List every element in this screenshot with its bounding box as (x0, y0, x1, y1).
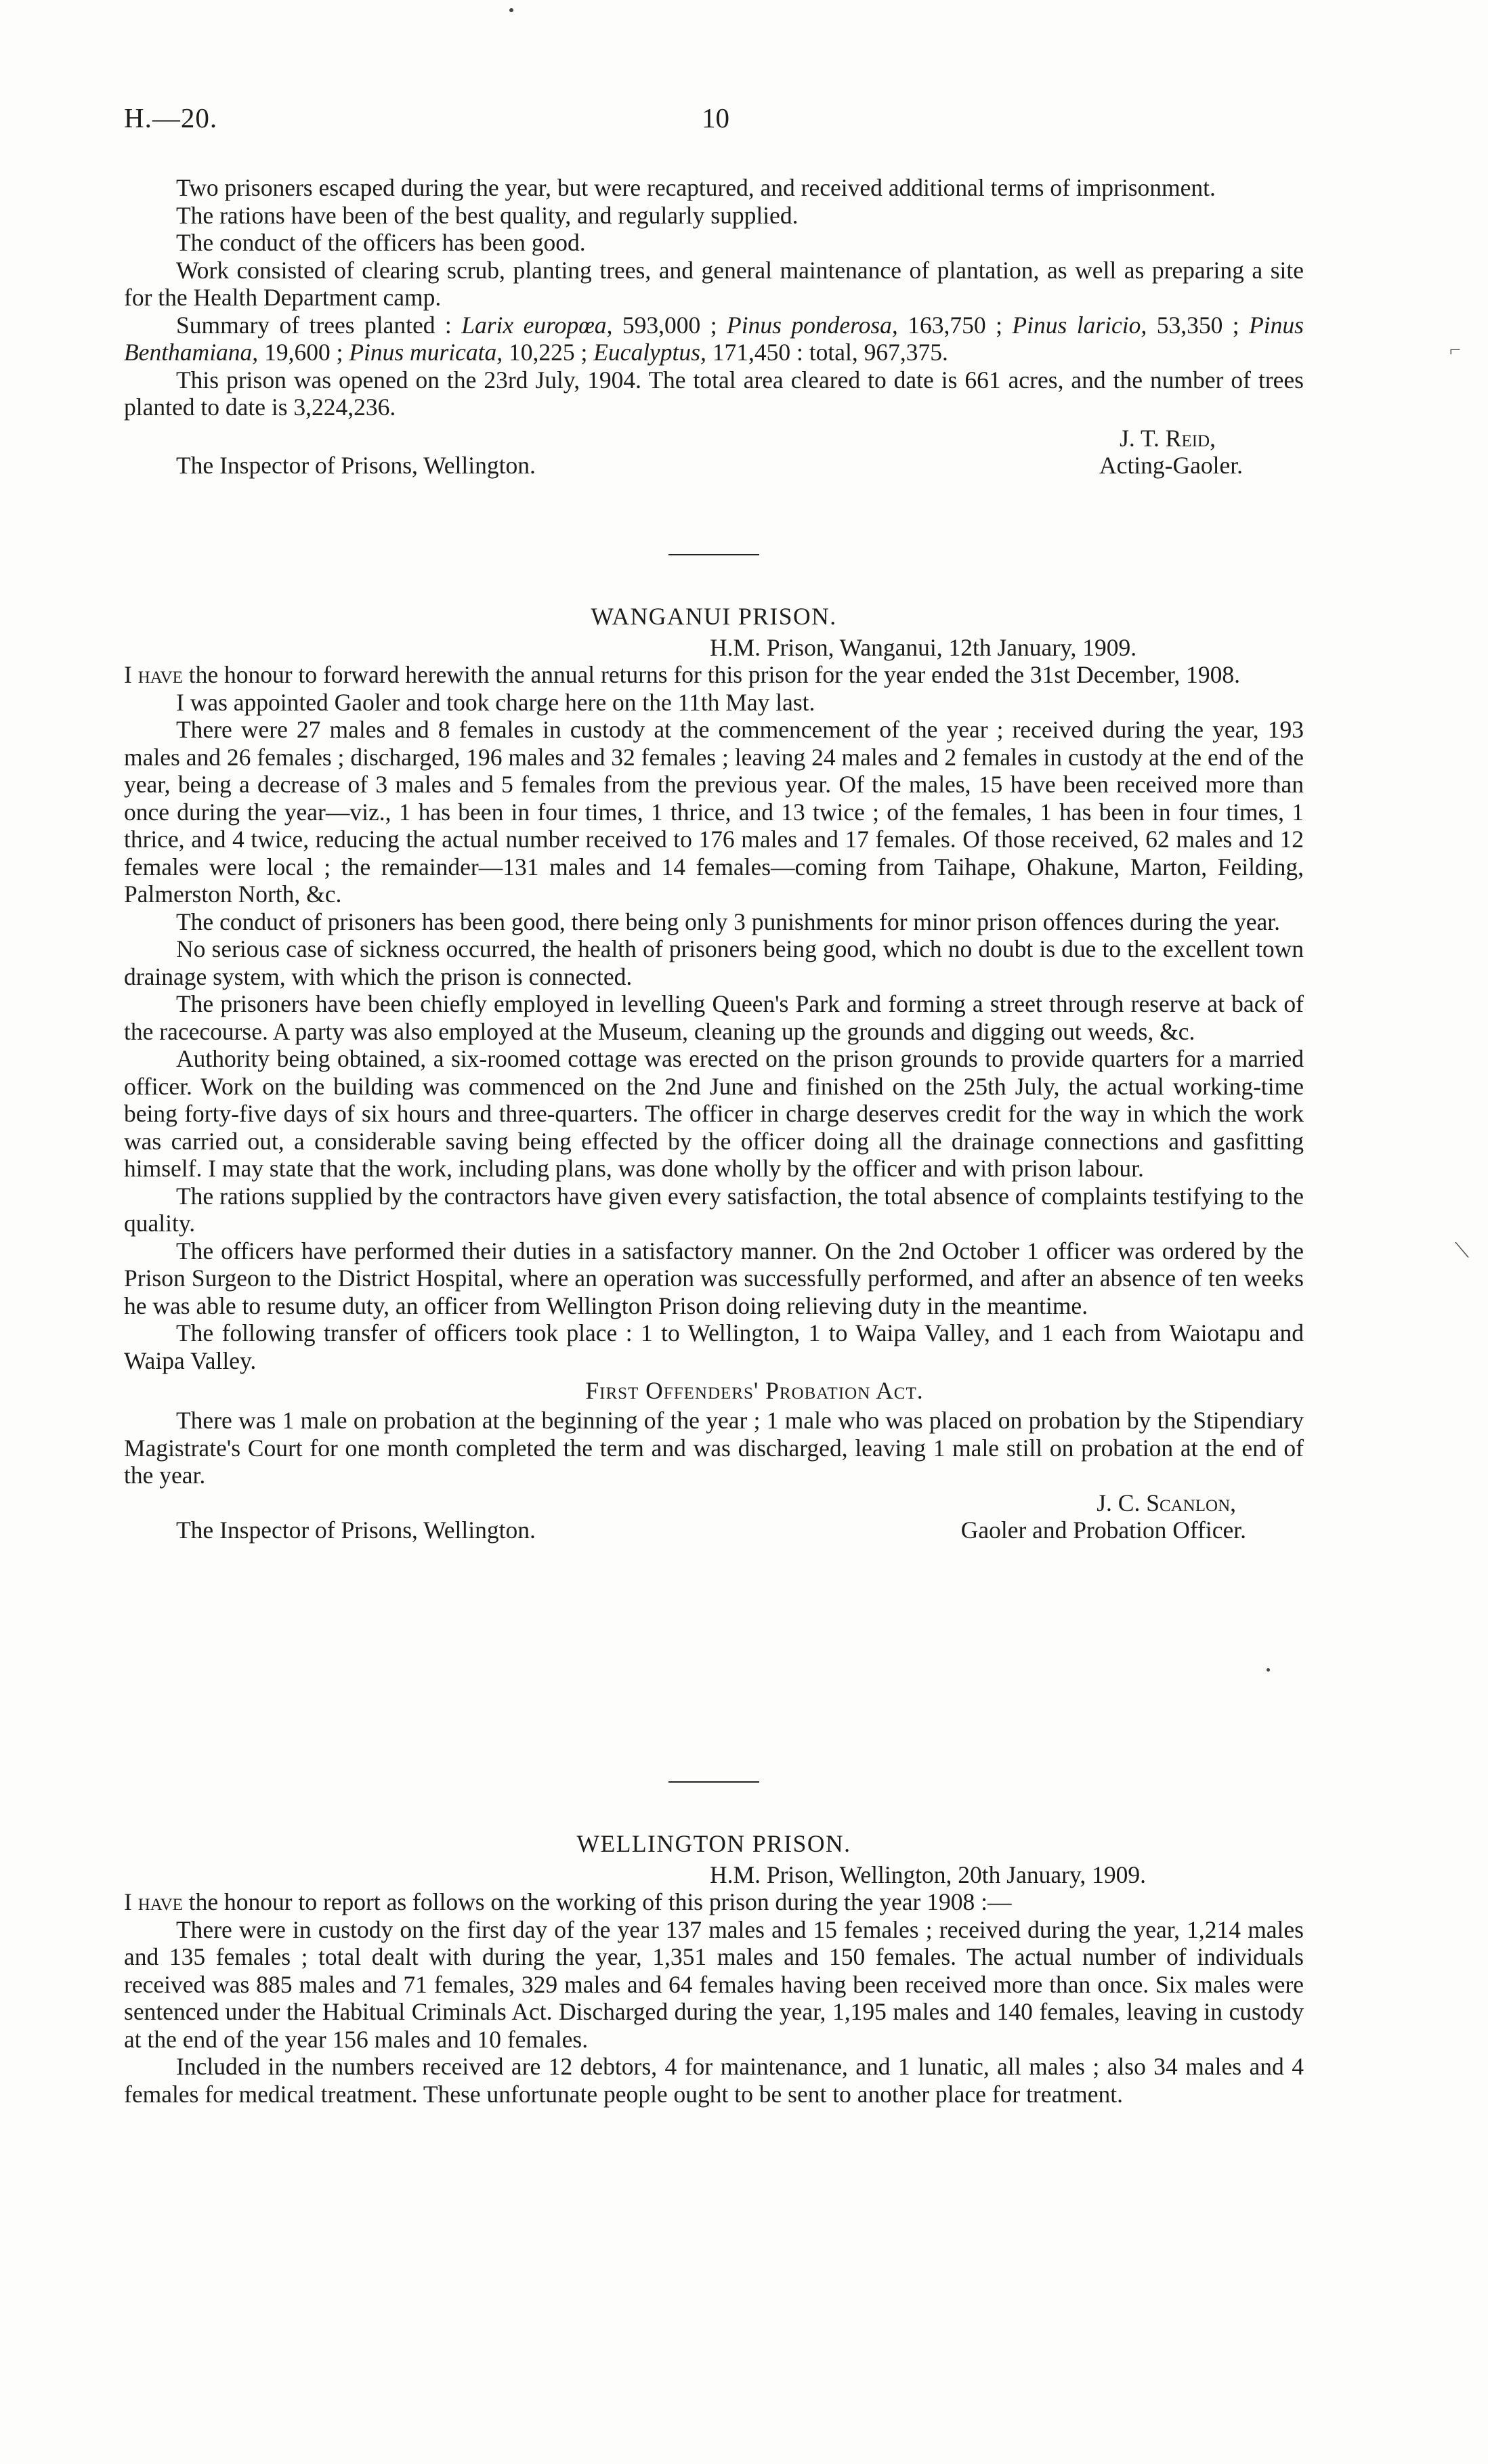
section-divider (124, 1781, 1304, 1783)
dateline: H.M. Prison, Wanganui, 12th January, 1909. (710, 634, 1137, 661)
signature-block (124, 1489, 1304, 1544)
paragraph: The officers have performed their duties in a satisfactory manner. On the 2nd October 1 officer was ordered by the Prison Surgeon to the District Hospital, where an operation was successfully performed, and after an absence of ten weeks he was able to resume duty, an officer from Wellington Prison doing relieving duty in the meantime. (124, 1237, 1304, 1319)
section-heading: WANGANUI PRISON. (591, 603, 837, 630)
paragraph: I was appointed Gaoler and took charge here on the 11th May last. (176, 688, 815, 716)
paragraph: The conduct of prisoners has been good, there being only 3 punishments for minor prison offences during the year. (176, 908, 1280, 935)
opening-paragraph: I have the honour to forward herewith the annual returns for this prison for the year ended the 31st December, 1908. (124, 661, 1241, 688)
scan-speck (1267, 1668, 1270, 1672)
addressee: The Inspector of Prisons, Wellington. (176, 451, 536, 479)
margin-pencil-mark: ⌐ (1449, 339, 1461, 361)
signatory-title: Gaoler and Probation Officer. (960, 1516, 1246, 1544)
tree-species: Pinus muricata, (349, 339, 503, 366)
subheading: First Offenders' Probation Act. (585, 1377, 924, 1404)
tree-species: Pinus ponderosa, (727, 311, 898, 339)
page-header (124, 102, 1304, 149)
paragraph: The conduct of the officers has been good. (176, 229, 586, 256)
paragraph: Included in the numbers received are 12 debtors, 4 for maintenance, and 1 lunatic, all males ; also 34 males and 4 females for medical treatment. These unfortunate people ought to be sent to another place for treatment. (124, 2053, 1304, 2108)
signature-block (124, 425, 1304, 480)
reid-report (124, 174, 1304, 480)
section-heading: WELLINGTON PRISON. (576, 1830, 851, 1857)
signatory-title: Acting-Gaoler. (1099, 451, 1243, 479)
margin-pencil-mark: ⟍ (1455, 1239, 1469, 1262)
wanganui-report (124, 603, 1304, 1544)
paragraph: There were 27 males and 8 females in custody at the commencement of the year ; received during the year, 193 males and 26 females ; discharged, 196 males and 32 females ; leaving 24 males and 2 females in custody at the end of the year, being a decrease of 3 males and 5 females from the previous year. Of the males, 15 have been received more than once during the year—viz., 1 has been in four times, 1 thrice, and 13 twice ; of the females, 1 has been in four times, 1 thrice, and 4 twice, reducing the actual number received to 176 males and 17 females. Of those received, 62 males and 12 females were local ; the remainder—131 males and 14 females—coming from Taihape, Ohakune, Marton, Feilding, Palmerston North, &c. (124, 716, 1304, 908)
tree-species: Pinus Benthamiana, (124, 311, 1304, 366)
trees-summary: Summary of trees planted : Larix europœa, 593,000 ; Pinus ponderosa, 163,750 ; Pinus laricio, 53,350 ; Pinus Benthamiana, 19,600 ; Pinus muricata, 10,225 ; Eucalyptus, 171,450 : total, 967,375. (124, 311, 1304, 366)
document-reference: H.—20. (124, 102, 218, 133)
addressee: The Inspector of Prisons, Wellington. (176, 1516, 536, 1544)
paragraph: The rations supplied by the contractors have given every satisfaction, the total absence of complaints testifying to the quality. (124, 1182, 1304, 1237)
tree-species: Pinus laricio, (1012, 311, 1147, 339)
paragraph: There was 1 male on probation at the beginning of the year ; 1 male who was placed on probation by the Stipendiary Magistrate's Court for one month completed the term and was discharged, leaving 1 male still on probation at the end of the year. (124, 1407, 1304, 1489)
paragraph: No serious case of sickness occurred, the health of prisoners being good, which no doubt is due to the excellent town drainage system, with which the prison is connected. (124, 935, 1304, 990)
paragraph: The prisoners have been chiefly employed in levelling Queen's Park and forming a street through reserve at back of the racecourse. A party was also employed at the Museum, cleaning up the grounds and digging out weeds, &c. (124, 990, 1304, 1045)
signatory-name: J. C. Scanlon, (1097, 1489, 1236, 1516)
paragraph: This prison was opened on the 23rd July, 1904. The total area cleared to date is 661 acres, and the number of trees planted to date is 3,224,236. (124, 366, 1304, 421)
paragraph: Authority being obtained, a six-roomed cottage was erected on the prison grounds to provide quarters for a married officer. Work on the building was commenced on the 2nd June and finished on the 25th July, the actual working-time being forty-five days of six hours and three-quarters. The officer in charge deserves credit for the way in which the work was carried out, a considerable saving being effected by the officer doing all the drainage connections and gasfitting himself. I may state that the work, including plans, was done wholly by the officer and with prison labour. (124, 1045, 1304, 1182)
paragraph: There were in custody on the first day of the year 137 males and 15 females ; received during the year, 1,214 males and 135 females ; total dealt with during the year, 1,351 males and 150 females. The actual number of individuals received was 885 males and 71 females, 329 males and 64 females having been received more than once. Six males were sentenced under the Habitual Criminals Act. Discharged during the year, 1,195 males and 140 females, leaving in custody at the end of the year 156 males and 10 females. (124, 1915, 1304, 2053)
paragraph: Two prisoners escaped during the year, but were recaptured, and received additional terms of imprisonment. (176, 174, 1216, 201)
scan-speck (509, 8, 513, 12)
section-divider (124, 554, 1304, 555)
tree-species: Larix europœa, (461, 311, 613, 339)
paragraph: The rations have been of the best quality, and regularly supplied. (176, 201, 799, 229)
dateline: H.M. Prison, Wellington, 20th January, 1909. (710, 1861, 1147, 1888)
tree-species: Eucalyptus, (593, 339, 706, 366)
paragraph: Work consisted of clearing scrub, planting trees, and general maintenance of plantation, as well as preparing a site for the Health Department camp. (124, 256, 1304, 311)
page-number: 10 (702, 102, 729, 133)
wellington-report (124, 1830, 1304, 2108)
signatory-name: J. T. Reid, (1120, 424, 1216, 452)
paragraph: The following transfer of officers took place : 1 to Wellington, 1 to Waipa Valley, and 1 each from Waiotapu and Waipa Valley. (124, 1319, 1304, 1374)
opening-paragraph: I have the honour to report as follows on the working of this prison during the year 1908 :— (124, 1888, 1012, 1915)
